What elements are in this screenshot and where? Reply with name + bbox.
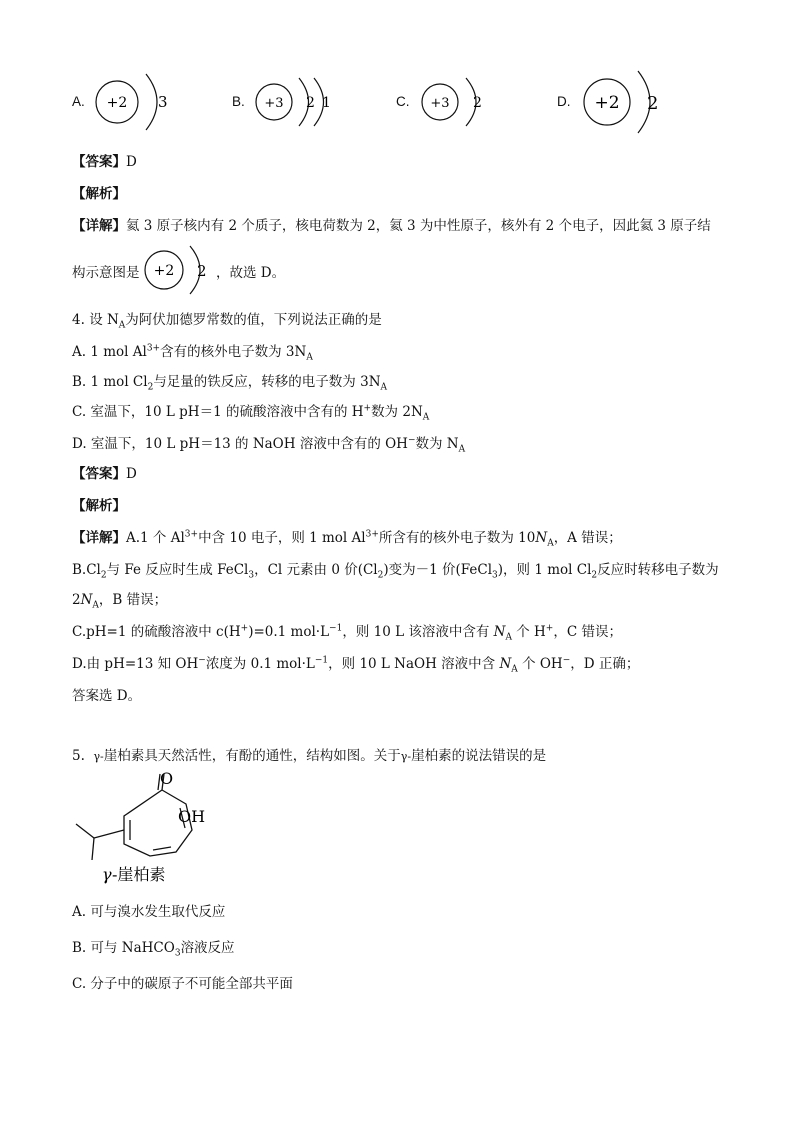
q4-option-c: C. 室温下，10 L pH＝1 的硫酸溶液中含有的 H+数为 $2N_A$ [72, 403, 430, 423]
q4-detail-line3: $2N_A$，B 错误； [72, 592, 168, 611]
shell-electrons: 3 [158, 93, 168, 111]
shell-electrons: 2 [473, 95, 482, 111]
q5-option-a: A. 可与溴水发生取代反应 [72, 904, 226, 920]
stem-text: 设 N [89, 312, 119, 328]
question-number: 4. [72, 312, 85, 328]
q4-detail-line1: 【详解】A.1 个 $Al^{3+}$中含 10 电子，则 1 mol $Al^{3+}$所含有的核外电子数为 $10N_A$，A 错误； [72, 529, 622, 549]
answer-value: D [126, 466, 137, 482]
q4-answer [72, 462, 137, 482]
detail-tag: 【详解】 [72, 218, 126, 234]
shell-electrons: 2 [197, 262, 207, 280]
q3-option-b-diagram [254, 76, 344, 130]
q5-stem: 5. γ-崖柏素具天然活性，有酚的通性，结构如图。关于γ-崖柏素的说法错误的是 [72, 748, 547, 764]
shell-electrons-2: 1 [322, 95, 331, 111]
q4-option-d: D. 室温下，10 L pH＝13 的 NaOH 溶液中含有的 OH−数为 $N_A$ [72, 435, 466, 455]
nucleus-charge: +3 [430, 96, 450, 111]
q3-option-d-diagram [580, 68, 670, 136]
q3-option-a-diagram [92, 70, 182, 134]
q3-answer [72, 150, 137, 170]
answer-tag: 【答案】 [72, 154, 126, 170]
nucleus-charge: +2 [106, 95, 128, 111]
answer-value: D [126, 154, 137, 170]
question-number: 5. [72, 748, 85, 764]
q3-option-c-label: C. [396, 94, 410, 109]
q4-conclusion: 答案选 D。 [72, 688, 142, 704]
stem-sub: A [118, 320, 126, 331]
q4-detail-line5: D.由 pH=13 知 OH−浓度为 0.1 $mol\cdot L^{-1}$，则 10 L NaOH 溶液中含 $N_A$ 个 OH−，D 正确； [72, 655, 640, 675]
answer-tag: 【答案】 [72, 466, 126, 482]
shell-arc [146, 74, 157, 130]
q3-option-b-label: B. [232, 94, 245, 109]
detail-text-suffix: ，故选 D。 [216, 265, 286, 281]
shell-electrons: 2 [647, 93, 659, 114]
methyl-bond-1 [76, 824, 94, 838]
detail-text: 氦 3 原子核内有 2 个质子，核电荷数为 2，氦 3 为中性原子，核外有 2 个电子，因此氦 3 原子结 [126, 218, 711, 234]
q3-option-d-label: D. [557, 94, 571, 109]
carbonyl-oxygen: O [160, 769, 174, 788]
q4-analysis-tag: 【解析】 [72, 498, 126, 514]
q3-option-c-diagram [418, 76, 498, 130]
q5-option-c: C. 分子中的碳原子不可能全部共平面 [72, 976, 293, 992]
q4-option-b: B. 1 mol $Cl_2$与足量的铁反应，转移的电子数为 $3N_A$ [72, 374, 388, 393]
q4-detail-line4: C.pH=1 的硫酸溶液中 c(H+)=0.1 $mol\cdot L^{-1}$，则 10 L 该溶液中含有 $N_A$ 个 H+，C 错误； [72, 623, 622, 643]
stem-text-2: 为阿伏加德罗常数的值，下列说法正确的是 [125, 312, 382, 328]
methyl-bond-2 [92, 838, 94, 860]
gamma-thujaplicin-structure [66, 768, 226, 886]
caption-text: -崖柏素 [112, 865, 166, 884]
hydroxyl-group: OH [178, 807, 206, 826]
q3-analysis-tag: 【解析】 [72, 186, 126, 202]
q3-detail-line1 [72, 214, 711, 234]
inline-atom-diagram [142, 244, 222, 298]
q4-option-a: A. 1 mol $Al^{3+}$含有的核外电子数为 $3N_A$ [72, 343, 313, 363]
caption-gamma: γ [102, 865, 112, 884]
shell-electrons-1: 2 [306, 95, 315, 111]
q5-option-b: B. 可与 NaHCO$_3$溶液反应 [72, 940, 235, 959]
double-bond-3 [153, 847, 171, 850]
nucleus-charge: +2 [594, 93, 620, 113]
nucleus-charge: +2 [153, 263, 175, 279]
detail-text-prefix: 构示意图是 [72, 265, 140, 281]
q4-detail-line2: $B.Cl_2$与 Fe 反应时生成 FeCl$_3$，Cl 元素由 0 价$(Cl_2)$变为－1 价(FeCl$_3$)，则 1 mol $Cl_2$反应时转移电子数为 [72, 562, 719, 581]
nucleus-charge: +3 [264, 96, 284, 111]
isopropyl-bond [94, 830, 124, 838]
q4-stem [72, 308, 382, 331]
q3-option-a-label: A. [72, 94, 85, 109]
